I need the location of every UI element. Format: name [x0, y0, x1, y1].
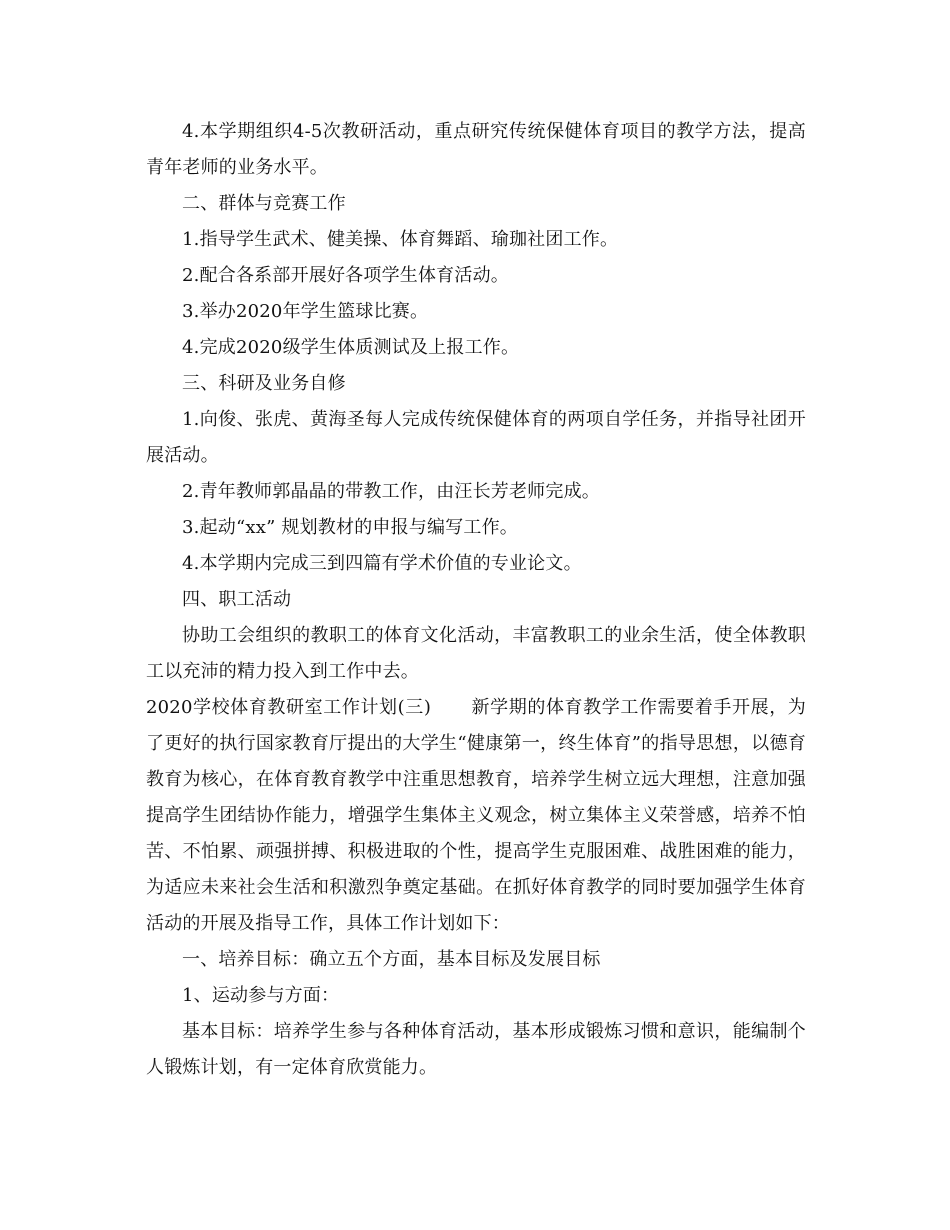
paragraph: 3.起动“xx” 规划教材的申报与编写工作。: [182, 517, 519, 538]
plan-intro-text: 新学期的体育教学工作需要着手开展，为了更好的执行国家教育厅提出的大学生“健康第一，终生体育”的指导思想，以德育教育为核心，在体育教育教学中注重思想教育，培养学生树立远大理想，注意加强提高学生团结协作能力，增强学生集体主义观念，树立集体主义荣誉感，培养不怕苦、不怕累、顽强拼搏、积极进取的个性，提高学生克服困难、战胜困难的能力，为适应未来社会生活和积激烈争奠定基础。在抓好体育教学的同时要加强学生体育活动的开展及指导工作，具体工作计划如下：: [146, 697, 807, 934]
paragraph: 2.青年教师郭晶晶的带教工作，由汪长芳老师完成。: [182, 481, 600, 502]
paragraph: 1.指导学生武术、健美操、体育舞蹈、瑜珈社团工作。: [182, 229, 619, 250]
paragraph: 3.举办2020年学生篮球比赛。: [182, 301, 429, 322]
paragraph: 4.完成2020级学生体质测试及上报工作。: [182, 337, 520, 358]
paragraph: 4.本学期内完成三到四篇有学术价值的专业论文。: [182, 553, 582, 574]
section-heading: 一、培养目标：确立五个方面，基本目标及发展目标: [182, 949, 601, 970]
subsection-heading: 1、运动参与方面：: [182, 985, 340, 1006]
document-body: [146, 114, 806, 1086]
section-heading: 二、群体与竞赛工作: [182, 193, 346, 214]
paragraph: 4.本学期组织4-5次教研活动，重点研究传统保健体育项目的教学方法，提高青年老师的业务水平。: [146, 121, 806, 178]
plan-title: 2020学校体育教研室工作计划(三): [146, 697, 432, 718]
section-heading: 四、职工活动: [182, 589, 292, 610]
paragraph: 协助工会组织的教职工的体育文化活动，丰富教职工的业余生活，使全体教职工以充沛的精力投入到工作中去。: [146, 625, 806, 682]
paragraph: 2.配合各系部开展好各项学生体育活动。: [182, 265, 509, 286]
paragraph: 基本目标：培养学生参与各种体育活动，基本形成锻炼习惯和意识，能编制个人锻炼计划，有一定体育欣赏能力。: [146, 1021, 806, 1078]
section-heading: 三、科研及业务自修: [182, 373, 346, 394]
plan-intro-paragraph: [146, 690, 806, 942]
paragraph: 1.向俊、张虎、黄海圣每人完成传统保健体育的两项自学任务，并指导社团开展活动。: [146, 409, 806, 466]
